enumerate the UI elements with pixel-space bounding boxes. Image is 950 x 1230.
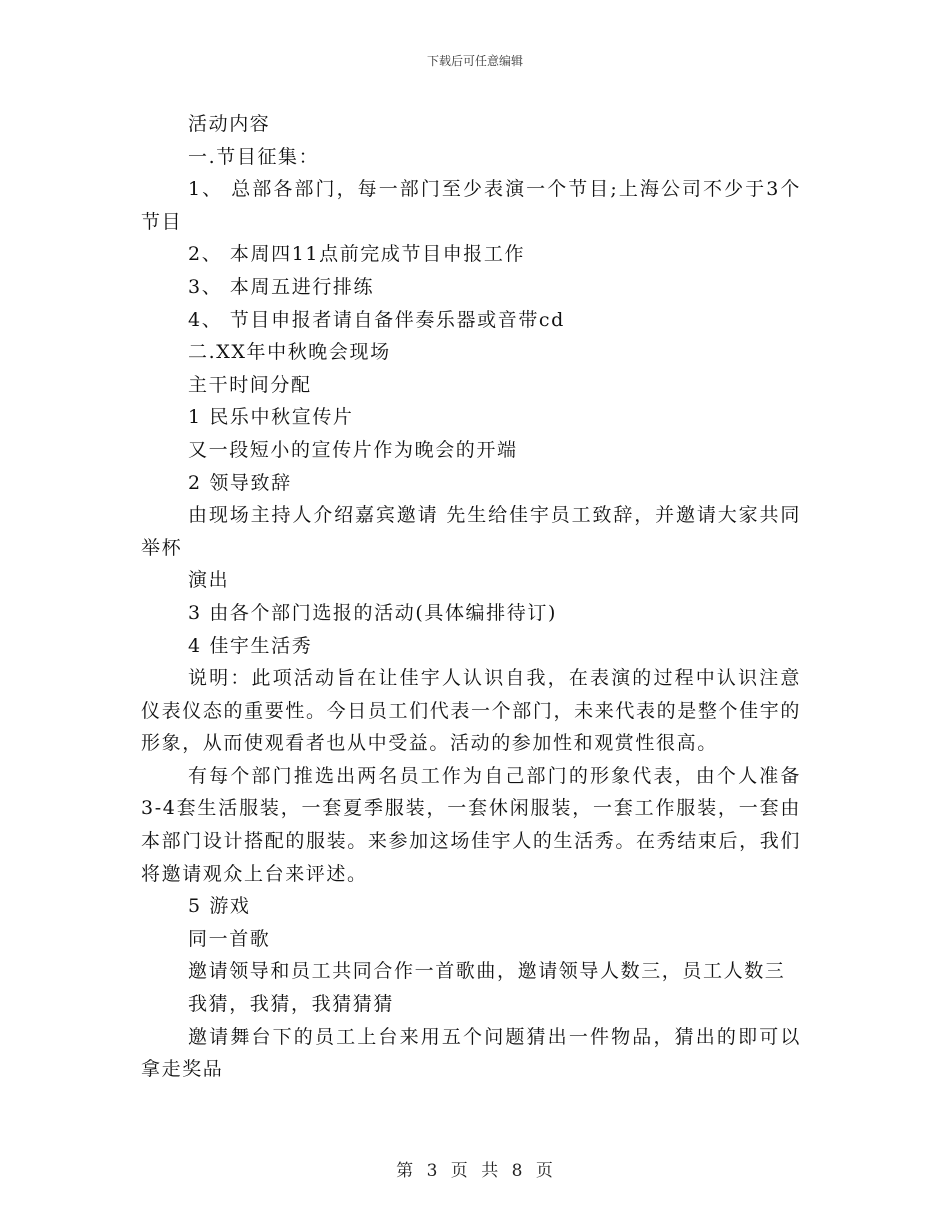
paragraph-program-1: 1 民乐中秋宣传片	[188, 406, 354, 429]
footer-page-number: 3	[426, 1161, 439, 1181]
footer-mid1: 页	[450, 1161, 469, 1181]
paragraph-item-4: 4、 节目申报者请自备伴奏乐器或音带cd	[188, 308, 565, 331]
paragraph-program-2: 2 领导致辞	[188, 471, 292, 494]
paragraph-program-5: 5 游戏	[188, 895, 251, 918]
paragraph-game-2-desc: 邀请舞台下的员工上台来用五个问题猜出一件物品，猜出的即可以拿走奖品	[141, 1025, 801, 1081]
page-footer	[0, 1156, 950, 1181]
paragraph-performance: 演出	[188, 569, 230, 592]
paragraph-heading-1: 一.节目征集：	[188, 145, 320, 168]
paragraph-program-1-desc: 又一段短小的宣传片作为晚会的开端	[188, 438, 518, 461]
paragraph-program-2-desc: 由现场主持人介绍嘉宾邀请 先生给佳宇员工致辞，并邀请大家共同举杯	[141, 504, 801, 559]
footer-suffix: 页	[535, 1161, 554, 1181]
paragraph-program-4-note: 说明：此项活动旨在让佳宇人认识自我，在表演的过程中认识注意仪表仪态的重要性。今日员工们代表一个部门，未来代表的是整个佳宇的形象，从而使观看者也从中受益。活动的参加性和观赏性很高。	[141, 667, 801, 755]
footer-mid2: 共	[481, 1161, 500, 1181]
paragraph-program-4: 4 佳宇生活秀	[188, 634, 313, 657]
footer-prefix: 第	[396, 1161, 415, 1181]
paragraph-subheading: 主干时间分配	[188, 373, 312, 396]
paragraph-section-title: 活动内容	[188, 113, 271, 135]
paragraph-game-1-title: 同一首歌	[188, 927, 271, 950]
document-body	[141, 108, 801, 1086]
paragraph-heading-2: 二.XX年中秋晚会现场	[188, 341, 391, 364]
paragraph-item-2: 2、 本周四11点前完成节目申报工作	[188, 243, 526, 266]
paragraph-item-3: 3、 本周五进行排练	[188, 275, 375, 298]
paragraph-item-1: 1、 总部各部门，每一部门至少表演一个节目;上海公司不少于3个节目	[141, 178, 801, 233]
paragraph-program-4-detail: 有每个部门推选出两名员工作为自己部门的形象代表，由个人准备3-4套生活服装，一套夏季服装，一套休闲服装，一套工作服装，一套由本部门设计搭配的服装。来参加这场佳宇人的生活秀。在秀结束后，我们将邀请观众上台来评述。	[141, 764, 801, 885]
paragraph-game-2-title: 我猜，我猜，我猜猜猜	[188, 993, 395, 1016]
footer-total-pages: 8	[511, 1161, 524, 1181]
page-header: 下载后可任意编辑	[426, 54, 523, 68]
paragraph-game-1-desc: 邀请领导和员工共同合作一首歌曲，邀请领导人数三，员工人数三	[188, 960, 786, 983]
paragraph-program-3: 3 由各个部门选报的活动(具体编排待订)	[188, 601, 557, 624]
